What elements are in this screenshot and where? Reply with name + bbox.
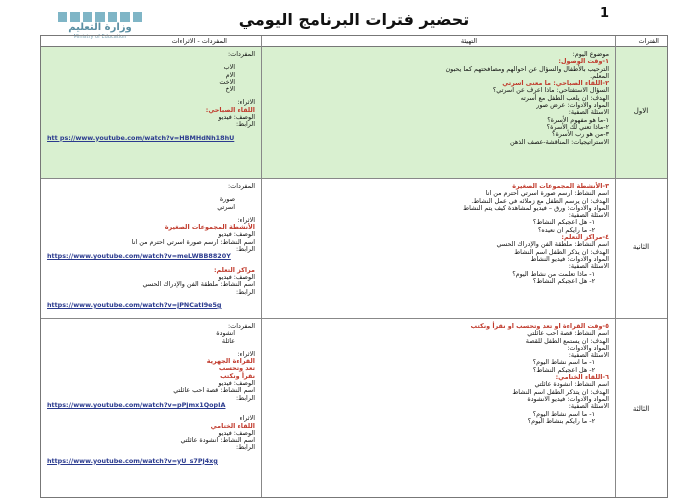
line: الترحيب بالأطفال والسؤال عن احوالهم ومصافحتهم كما يحبون xyxy=(445,64,609,73)
vocab-word: الاخت xyxy=(219,77,235,86)
link-label: الرابط: xyxy=(235,120,255,129)
line: ٣-الأنشطة المجموعات الصغيرة xyxy=(512,182,609,190)
line: السؤال الاستفتاحي: ماذا اعرف عن اسرتي؟ xyxy=(492,86,609,95)
vocab-word: صورة xyxy=(219,195,235,204)
enrich-activity: اسم النشاط: ارسم صورة اسرتي احترم من انا xyxy=(131,237,255,246)
segment-label: الثالثة xyxy=(632,405,650,413)
line: الاسئلة الصفية: xyxy=(568,211,609,220)
line: اسم النشاط: ملطقة الفن والإدراك الحسي xyxy=(496,240,609,249)
header-vocab: المفردات - الاثراءات xyxy=(171,37,227,45)
enrich-title: اللقاء الصباحي: xyxy=(205,105,255,114)
vocab-label: المفردات: xyxy=(228,50,255,58)
table-row xyxy=(41,179,667,319)
line: ٦-اللقاء الختامي: xyxy=(555,373,609,382)
page-title: تحضير فترات البرنامج اليومي xyxy=(238,10,470,29)
line: المواد والادوات: ورق – فيديو لمشاهدة كيف يتم النشاط xyxy=(463,203,609,212)
enrich-title: اللقاء الختامي xyxy=(210,421,255,430)
table-row xyxy=(41,47,667,179)
header-periods: الفترات xyxy=(638,37,659,45)
line: ٢- ما رايكم بنشاط اليوم؟ xyxy=(527,416,595,425)
enrich-desc: الوصف: فيديو xyxy=(218,428,255,437)
enrich-activity: اسم النشاط: انشودة عائلتي xyxy=(180,436,255,445)
table-row xyxy=(41,319,667,497)
link-label: الرابط: xyxy=(235,245,255,254)
line: اسم النشاط: انشودة عائلتي xyxy=(534,380,609,389)
link-label: الرابط: xyxy=(235,287,255,296)
enrich-desc: الوصف: فيديو xyxy=(218,272,255,281)
line: المواد والادوات: فيديو النشاط xyxy=(530,254,609,263)
line: الاستراتيجيات: المناقشة-عصف الذهن xyxy=(509,137,609,146)
line: المواد والادوات: عرض صور xyxy=(536,101,609,110)
youtube-link[interactable]: https://www.youtube.com/watch?v=yU_s7Pj4xg xyxy=(47,456,218,465)
enrich-desc: الوصف: فيديو xyxy=(218,379,255,388)
enrich-title: تعد وتحسب xyxy=(218,364,255,373)
line: الاسئلة الصفية: xyxy=(568,402,609,411)
segment-label: الاول xyxy=(633,107,649,115)
line: الهدف: ان يستمع الطفل للقصة xyxy=(525,336,609,345)
line: ١- ماذا تعلمت من نشاط اليوم؟ xyxy=(512,269,595,278)
line: ١-وقت الوصول: xyxy=(558,57,609,66)
vocab-word: الاخ xyxy=(225,85,235,94)
table-header xyxy=(41,36,667,47)
line: اسم النشاط: ارسم صورة اسرتي احترم من انا xyxy=(485,189,609,198)
line: ١- ما اسم نشاط اليوم؟ xyxy=(532,358,595,367)
line: ٤-مراكز التعلم: xyxy=(561,233,609,242)
line: المواد والادوات: فيديو الانشودة xyxy=(527,394,609,403)
line: ٢-اللقاء الصباحي: ما معنى اسرتي xyxy=(502,79,609,88)
logo-text-ar: وزارة التعليم xyxy=(68,22,132,33)
youtube-link[interactable]: https://www.youtube.com/watch?v=pPjmx1QopIA xyxy=(47,400,226,409)
vocab-cell xyxy=(41,47,261,179)
line: ١- هل اعجبكم النشاط؟ xyxy=(532,218,595,227)
link-label: الرابط: xyxy=(235,393,255,402)
enrich-title: مراكز التعلم: xyxy=(213,265,255,274)
intro-cell xyxy=(261,47,615,179)
line: ٢- هل اعجبكم النشاط؟ xyxy=(532,365,595,374)
vocab-word: اسرتي xyxy=(217,202,235,211)
line: المعلم. xyxy=(590,71,609,80)
column-divider xyxy=(261,36,262,497)
line: الاسئلة الصفية: xyxy=(568,262,609,271)
line: ١-ما هو مفهوم الأسرة؟ xyxy=(547,115,609,124)
intro-cell xyxy=(261,179,615,319)
vocab-word: انشودة xyxy=(216,329,235,338)
vocab-label: المفردات: xyxy=(228,322,255,330)
enrich-label: الاثراء xyxy=(239,414,255,423)
enrich-title: الأنشطة المجموعات الصغيرة xyxy=(164,223,255,232)
line: الاسئلة الصفية: xyxy=(568,351,609,360)
youtube-link[interactable]: htt ps://www.youtube.com/watch?v=HBMHdNh18hU xyxy=(47,133,235,142)
vocab-word: الاب xyxy=(223,63,235,72)
enrich-label: الاثراء: xyxy=(237,349,255,358)
line: ٥-وقت القراءة او تعد وتحسب او نقرأ ونكتب xyxy=(470,322,609,330)
line: الاسئلة الصفية: xyxy=(568,108,609,117)
enrich-title: القراءة الجهرية xyxy=(206,357,255,366)
logo-bars-icon xyxy=(58,12,142,22)
line: الهدف: ان يرسم الطفل مع زملائه في عمل النشاط. xyxy=(471,196,609,205)
enrich-label: الاثراء: xyxy=(237,98,255,107)
line: اسم النشاط: قصة احب عائلتي xyxy=(527,329,609,338)
line: الهدف: ان يتذكر الطفل اسم النشاط xyxy=(512,387,609,396)
line: المواد والادوات: xyxy=(567,343,609,352)
schedule-table xyxy=(40,35,668,498)
line: موضوع اليوم: xyxy=(572,50,609,58)
vocab-word: الام xyxy=(225,70,235,79)
vocab-cell xyxy=(41,179,261,319)
intro-cell xyxy=(261,319,615,497)
line: الهدف: ان يلعب الطفل مع أسرته xyxy=(520,93,609,102)
vocab-cell xyxy=(41,319,261,497)
enrich-activity: اسم النشاط: قصة احب عائلتي xyxy=(173,386,255,395)
enrich-desc: الوصف: فيديو xyxy=(218,230,255,239)
link-label: الرابط: xyxy=(235,443,255,452)
vocab-label: المفردات: xyxy=(228,182,255,190)
youtube-link[interactable]: https://www.youtube.com/watch?v=meLWBB8820Y xyxy=(47,252,231,261)
vocab-word: عائلة xyxy=(221,336,235,345)
line: ٣-من هو رب الأسرة؟ xyxy=(552,130,609,139)
page-number: 1 xyxy=(600,6,610,21)
enrich-label: الاثراء: xyxy=(237,215,255,224)
column-divider xyxy=(615,36,616,497)
youtube-link[interactable]: https://www.youtube.com/watch?v=jPNCatI9e5g xyxy=(47,300,222,309)
line: ١- ما اسم نشاط اليوم؟ xyxy=(532,409,595,418)
line: الهدف: ان يذكر الطفل اسم النشاط xyxy=(514,247,609,256)
segment-label: الثانية xyxy=(632,243,650,251)
logo-text-en: Ministry of Education xyxy=(73,34,127,40)
enrich-activity: اسم النشاط: ملطقة الفن والإدراك الحسي xyxy=(142,280,255,289)
line: ٢- ما رايكم ان نعيده؟ xyxy=(537,225,595,234)
enrich-title: نقرأ ونكتب xyxy=(220,371,255,380)
line: ٢-ماذا تعني لك الأسرة؟ xyxy=(546,122,609,131)
line: ٢- هل اعجبكم النشاط؟ xyxy=(532,276,595,285)
header-intro: التهيئة xyxy=(460,37,477,45)
enrich-desc: الوصف: فيديو xyxy=(218,113,255,122)
